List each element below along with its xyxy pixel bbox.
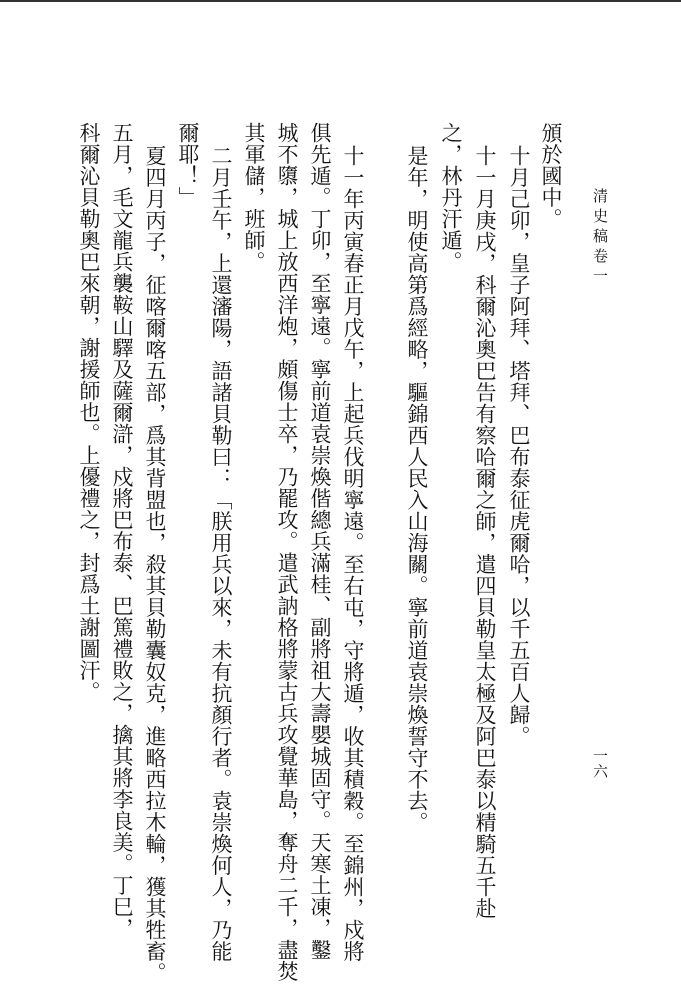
text-column: 二月壬午，上還瀋陽，語諸貝勒曰：「朕用兵以來，未有抗顏行者。袁崇煥何人，乃能: [209, 145, 233, 962]
text-column: 之，林丹汗遁。: [439, 122, 463, 273]
text-column: 頒於國中。: [539, 122, 563, 230]
text-column: 五月，毛文龍兵襲鞍山驛及薩爾滸，戍將巴布泰、巴篤禮敗之，擒其將李良美。丁巳，: [110, 122, 134, 939]
page-number: 一六: [591, 748, 609, 779]
text-column: 十一月庚戌，科爾沁奧巴告有察哈爾之師，遣四貝勒皇太極及阿巴泰以精騎五千赴: [473, 145, 497, 919]
text-column: 夏四月丙子，征喀爾喀五部，爲其背盟也，殺其貝勒囊奴克，進略西拉木輪，獲其牲畜。: [143, 145, 167, 984]
text-column: 俱先遁。丁卯，至寧遠。寧前道袁崇煥偕總兵滿桂、副將祖大壽嬰城固守。天寒土凍，鑿: [308, 122, 332, 961]
text-column: 十月己卯，皇子阿拜、塔拜、巴布泰征虎爾哈，以千五百人歸。: [507, 145, 531, 747]
running-header-title: 清史稿卷一: [591, 188, 609, 288]
text-column: 十一年丙寅春正月戊午，上起兵伐明寧遠。至右屯，守將遁，收其積穀。至錦州，戍將: [341, 145, 365, 962]
text-column: 城不隳，城上放西洋炮，頗傷士卒，乃罷攻。遣武訥格將蒙古兵攻覺華島，奪舟二千，盡焚: [275, 122, 299, 982]
text-column: 是年，明使高第爲經略，驅錦西人民入山海關。寧前道袁崇煥誓守不去。: [405, 145, 429, 833]
top-border-line: [0, 0, 681, 2]
text-column: 其軍儲，班師。: [242, 122, 266, 273]
text-column: 科爾沁貝勒奧巴來朝，謝援師也。上優禮之，封爲土謝圖汗。: [77, 122, 101, 703]
text-column: 爾耶！」: [176, 122, 200, 208]
